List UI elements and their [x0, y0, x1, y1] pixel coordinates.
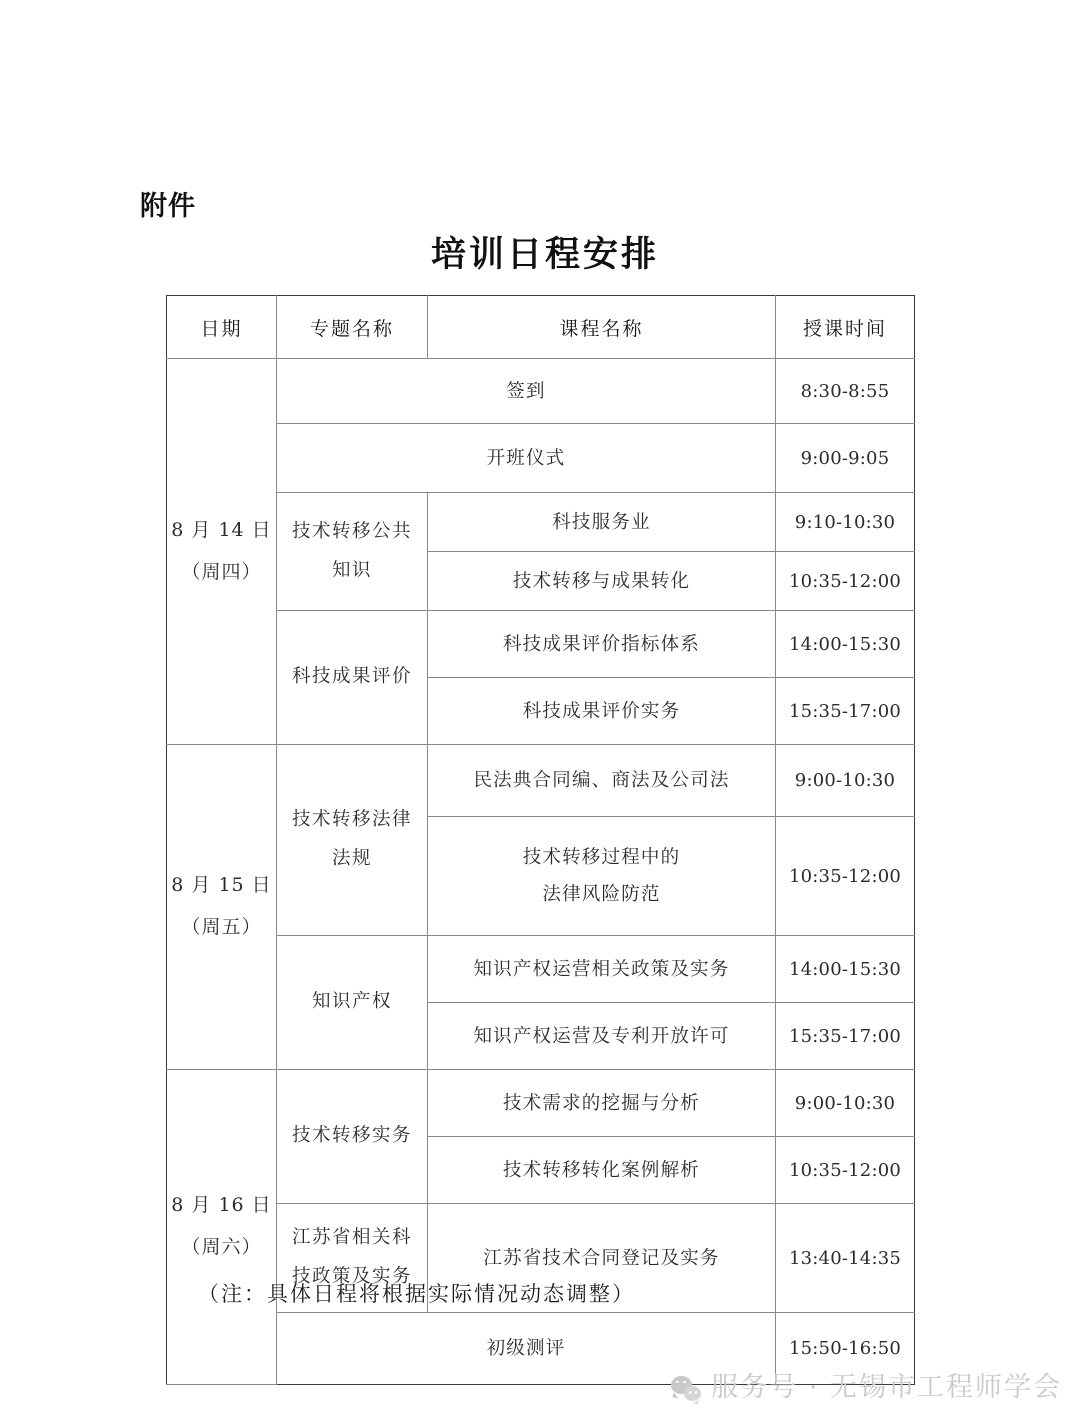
training-schedule-table	[166, 295, 915, 1385]
course-line-2: 法律风险防范	[542, 884, 661, 905]
date-line-1: 8 月 14 日	[171, 518, 272, 541]
column-header-subject: 专题名称	[277, 296, 428, 359]
cell-course-ip-policy: 知识产权运营相关政策及实务	[428, 936, 776, 1003]
footer-brand-text: 服务号 · 无锡市工程师学会	[711, 1372, 1062, 1403]
subject-line-1: 科技成果评价	[291, 666, 412, 688]
date-line-2: （周六）	[181, 1236, 262, 1258]
wechat-icon	[671, 1375, 701, 1401]
subject-line-2: 法规	[331, 848, 372, 869]
cell-time-eval-practice: 15:35-17:00	[776, 678, 915, 745]
cell-course-tt-transformation: 技术转移与成果转化	[428, 552, 776, 611]
cell-time-jiangsu-contract: 13:40-14:35	[776, 1204, 915, 1313]
schedule-note: （注：具体日程将根据实际情况动态调整）	[198, 1282, 635, 1306]
cell-course-sci-service: 科技服务业	[428, 493, 776, 552]
table-row	[167, 424, 915, 493]
cell-time-opening: 9:00-9:05	[776, 424, 915, 493]
table-row	[167, 493, 915, 552]
cell-course-civil-code: 民法典合同编、商法及公司法	[428, 745, 776, 817]
cell-course-demand-analysis: 技术需求的挖掘与分析	[428, 1070, 776, 1137]
table-header-row	[167, 296, 915, 359]
cell-date-day3	[167, 1070, 277, 1385]
cell-time-primary-assessment: 15:50-16:50	[776, 1313, 915, 1385]
page-title: 培训日程安排	[430, 234, 659, 275]
date-line-1: 8 月 16 日	[171, 1194, 272, 1217]
cell-time-ip-license: 15:35-17:00	[776, 1003, 915, 1070]
cell-subject-achievement-eval	[277, 611, 428, 745]
subject-line-1: 技术转移法律	[291, 809, 412, 831]
cell-time-tt-transformation: 10:35-12:00	[776, 552, 915, 611]
subject-line-2: 知识	[331, 559, 372, 581]
cell-time-case-study: 10:35-12:00	[776, 1137, 915, 1204]
subject-line-1: 技术转移公共	[291, 520, 412, 542]
footer-brand	[671, 1374, 1062, 1401]
cell-course-case-study: 技术转移转化案例解析	[428, 1137, 776, 1204]
cell-time-signin: 8:30-8:55	[776, 359, 915, 424]
cell-course-opening: 开班仪式	[277, 424, 776, 493]
column-header-date: 日期	[167, 296, 277, 359]
date-line-2: （周四）	[181, 560, 262, 583]
table-row	[167, 359, 915, 424]
cell-course-eval-index: 科技成果评价指标体系	[428, 611, 776, 678]
date-line-2: （周五）	[181, 916, 262, 938]
cell-subject-tt-law	[277, 745, 428, 936]
subject-line-2: 技政策及实务	[291, 1266, 412, 1287]
cell-time-demand-analysis: 9:00-10:30	[776, 1070, 915, 1137]
course-line-1: 技术转移过程中的	[522, 847, 681, 868]
table-row	[167, 1070, 915, 1137]
cell-course-primary-assessment: 初级测评	[277, 1313, 776, 1385]
cell-time-eval-index: 14:00-15:30	[776, 611, 915, 678]
subject-line-1: 知识产权	[311, 991, 392, 1013]
schedule-table-container	[166, 295, 914, 1385]
cell-date-day2	[167, 745, 277, 1070]
table-row	[167, 936, 915, 1003]
cell-course-ip-license: 知识产权运营及专利开放许可	[428, 1003, 776, 1070]
attachment-label: 附件	[140, 191, 196, 222]
cell-course-eval-practice: 科技成果评价实务	[428, 678, 776, 745]
cell-subject-tt-public-knowledge	[277, 493, 428, 611]
cell-course-legal-risk	[428, 817, 776, 936]
column-header-time: 授课时间	[776, 296, 915, 359]
column-header-course: 课程名称	[428, 296, 776, 359]
cell-subject-tt-practice	[277, 1070, 428, 1204]
table-row	[167, 745, 915, 817]
cell-course-jiangsu-contract: 江苏省技术合同登记及实务	[428, 1204, 776, 1313]
cell-subject-ip	[277, 936, 428, 1070]
date-line-1: 8 月 15 日	[171, 874, 272, 897]
subject-line-1: 江苏省相关科	[291, 1227, 412, 1249]
cell-time-sci-service: 9:10-10:30	[776, 493, 915, 552]
table-row	[167, 611, 915, 678]
subject-line-1: 技术转移实务	[291, 1125, 412, 1147]
cell-date-day1	[167, 359, 277, 745]
cell-time-civil-code: 9:00-10:30	[776, 745, 915, 817]
cell-course-signin: 签到	[277, 359, 776, 424]
cell-time-ip-policy: 14:00-15:30	[776, 936, 915, 1003]
cell-time-legal-risk: 10:35-12:00	[776, 817, 915, 936]
